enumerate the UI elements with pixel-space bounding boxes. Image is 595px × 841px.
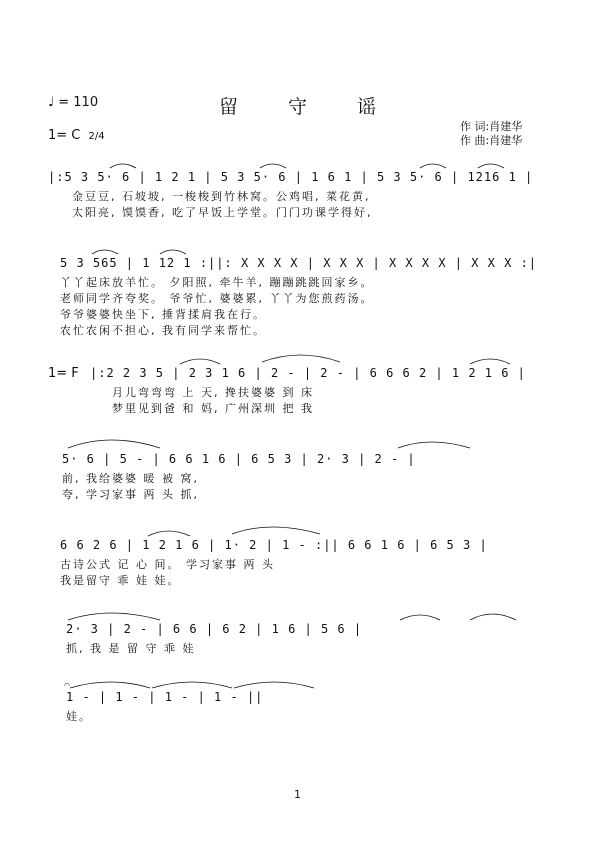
slur [470, 614, 516, 620]
composer-credit: 作 曲:肖建华 [460, 134, 523, 147]
song-title: 留 守 谣 [218, 96, 399, 118]
lyric-verse-1: 月儿弯弯弯 上 天, 搀扶婆婆 到 床 [112, 386, 314, 399]
tie [262, 355, 340, 362]
lyric-verse-1: 娃。 [66, 710, 92, 723]
tie [398, 442, 470, 448]
tie [232, 527, 320, 534]
lyricist-credit: 作 词:肖建华 [460, 120, 523, 133]
notation-line: |:2 2 3 5 | 2 3 1 6 | 2 - | 2 - | 6 6 6 2 | 1 2 1 6 | [90, 366, 526, 380]
lyric-verse-1: 丫丫起床放羊忙。 夕阳照, 牵牛羊, 蹦蹦跳跳回家乡。 [60, 276, 374, 289]
tie [152, 682, 232, 688]
lyric-verse-2: 夸, 学习家事 两 头 抓, [62, 488, 199, 501]
tie [68, 613, 160, 620]
tie [70, 682, 150, 688]
slur [160, 250, 186, 254]
page-number: 1 [294, 788, 301, 801]
key-label: 1= C [48, 128, 81, 143]
fermata-icon: 𝄐 [64, 678, 71, 691]
notation-line: 6 6 2 6 | 1 2 1 6 | 1· 2 | 1 - :|| 6 6 1 6 | 6 5 3 | [60, 538, 488, 552]
slur [260, 164, 286, 168]
lyric-verse-1: 古诗公式 记 心 间。 学习家事 两 头 [60, 558, 275, 571]
lyric-verse-3: 爷爷婆婆快坐下, 捶背揉肩我在行。 [60, 308, 266, 321]
key-change: 1= F [48, 366, 79, 381]
notation-line: 1 - | 1 - | 1 - | 1 - || [66, 690, 264, 704]
time-signature: 2/4 [88, 131, 105, 142]
slur [470, 359, 510, 364]
tempo-marking: ♩ = 110 [48, 95, 99, 110]
slur [420, 164, 446, 168]
tie [68, 440, 160, 448]
lyric-verse-1: 金豆豆, 石坡坡, 一梭梭到竹林窝。公鸡唱, 菜花黄, [72, 190, 371, 203]
lyric-verse-2: 我是留守 乖 娃 娃。 [60, 574, 181, 587]
slur [148, 531, 190, 536]
notation-line: 2· 3 | 2 - | 6 6 | 6 2 | 1 6 | 5 6 | [66, 622, 363, 636]
lyric-verse-1: 抓, 我 是 留 守 乖 娃 [66, 642, 196, 655]
lyric-verse-2: 太阳亮, 馍馍香, 吃了早饭上学堂。门门功课学得好, [72, 206, 373, 219]
lyric-verse-2: 梦里见到爸 和 妈, 广州深圳 把 我 [112, 402, 314, 415]
lyric-verse-2: 老师同学齐夸奖。 爷爷忙, 婆婆累, 丫丫为您煎药汤。 [60, 292, 374, 305]
slur [478, 164, 504, 168]
tie [234, 682, 314, 688]
notation-line: |:5 3 5· 6 | 1 2 1 | 5 3 5· 6 | 1 6 1 | 5 3 5· 6 | 1216 1 | [48, 170, 534, 184]
lyric-verse-4: 农忙农闲不担心, 我有同学来帮忙。 [60, 324, 266, 337]
notation-line: 5 3 565 | 1 12 1 :||: X X X X | X X X | X X X X | X X X :| [60, 256, 538, 270]
slur [110, 164, 136, 168]
slur [400, 615, 440, 620]
lyric-verse-1: 前, 我给婆婆 暖 被 窝, [62, 472, 199, 485]
notation-line: 5· 6 | 5 - | 6 6 1 6 | 6 5 3 | 2· 3 | 2 - | [62, 452, 416, 466]
slur [180, 359, 220, 364]
slur [92, 250, 118, 254]
